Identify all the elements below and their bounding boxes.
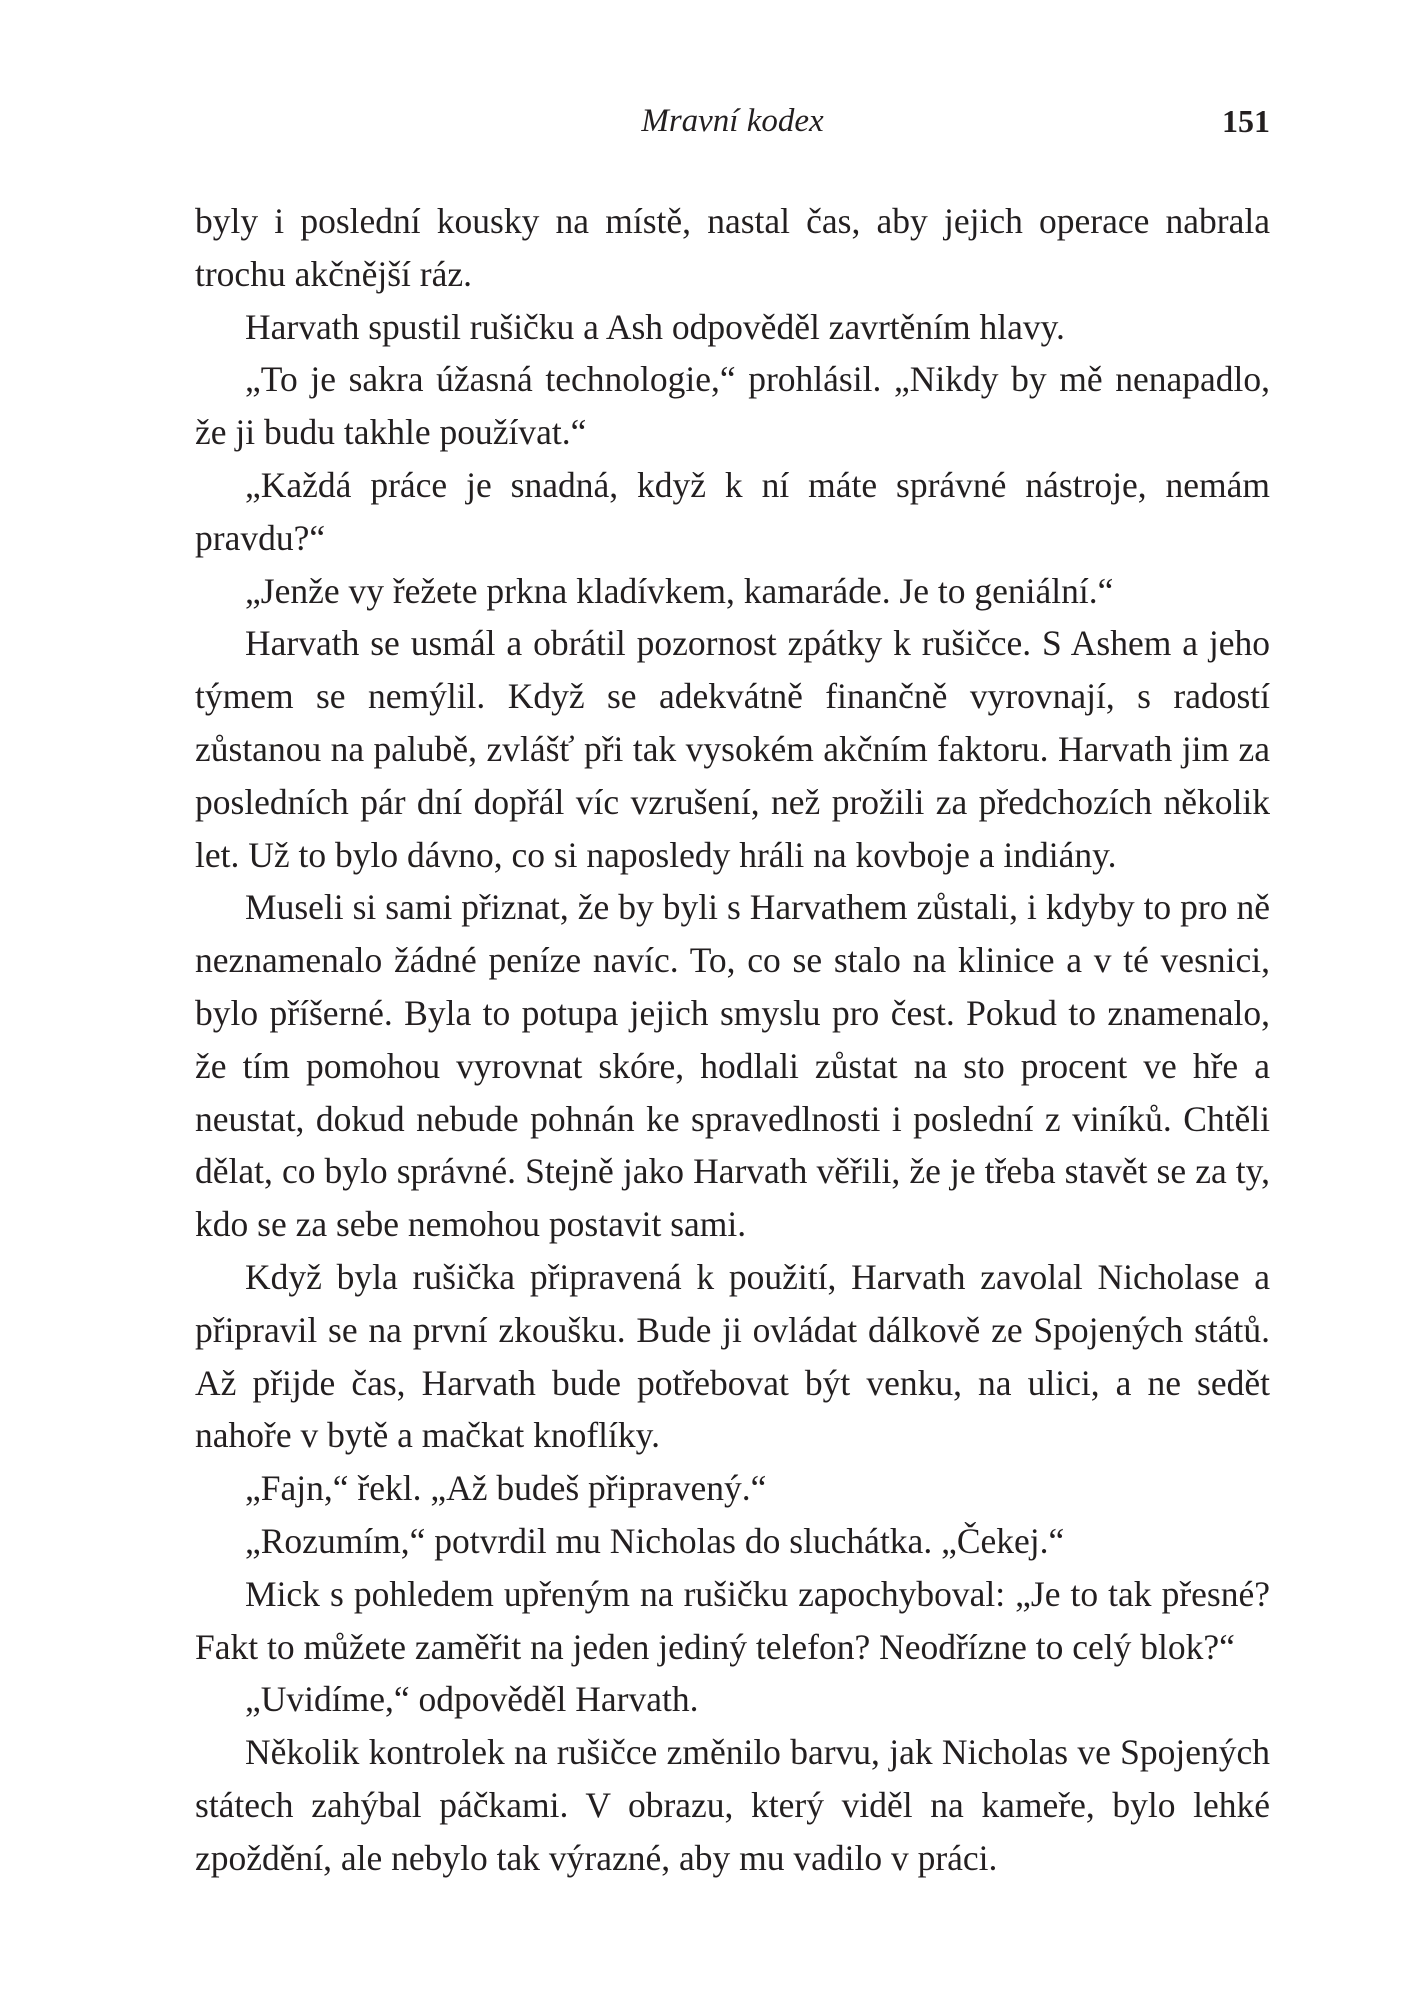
- page-number: 151: [1222, 103, 1270, 139]
- body-text: [195, 195, 1270, 1885]
- paragraph: „Fajn,“ řekl. „Až budeš připravený.“: [245, 1468, 767, 1509]
- running-title: Mravní kodex: [641, 103, 824, 139]
- paragraph: Harvath spustil rušičku a Ash odpověděl zavrtěním hlavy.: [245, 306, 1065, 347]
- paragraph: Když byla rušička připravená k použití, Harvath zavolal Nicholase a připravil se na první zkoušku. Bude ji ovládat dálkově ze Spojených států. Až přijde čas, Harvath bude potřebovat být venku, na ulici, a ne sedět nahoře v bytě a mačkat knoflíky.: [195, 1256, 1270, 1456]
- paragraph: „Jenže vy řežete prkna kladívkem, kamaráde. Je to geniální.“: [245, 570, 1114, 611]
- paragraph: „Každá práce je snadná, když k ní máte správné nástroje, nemám pravdu?“: [195, 464, 1270, 558]
- paragraph: Harvath se usmál a obrátil pozornost zpátky k rušičce. S Ashem a jeho týmem se nemýlil. Když se adekvátně finančně vyrovnají, s radostí zůstanou na palubě, zvlášť při tak vysokém akčním faktoru. Harvath jim za posledních pár dní dopřál víc vzrušení, než prožili za předchozích několik let. Už to bylo dávno, co si naposledy hráli na kovboje a indiány.: [195, 623, 1270, 875]
- paragraph: „Uvidíme,“ odpověděl Harvath.: [245, 1679, 699, 1720]
- paragraph: Několik kontrolek na rušičce změnilo barvu, jak Nicholas ve Spojených státech zahýbal páčkami. V obrazu, který viděl na kameře, bylo lehké zpoždění, ale nebylo tak výrazné, aby mu vadilo v práci.: [195, 1732, 1270, 1878]
- paragraph: Museli si sami přiznat, že by byli s Harvathem zůstali, i kdyby to pro ně neznamenalo žádné peníze navíc. To, co se stalo na klinice a v té vesnici, bylo příšerné. Byla to potupa jejich smyslu pro čest. Pokud to znamenalo, že tím pomohou vyrovnat skóre, hodlali zůstat na sto procent ve hře a neustat, dokud nebude pohnán ke spravedlnosti i poslední z viníků. Chtěli dělat, co bylo správné. Stejně jako Harvath věřili, že je třeba stavět se za ty, kdo se za sebe nemohou postavit sami.: [195, 887, 1270, 1245]
- paragraph: Mick s pohledem upřeným na rušičku zapochyboval: „Je to tak přesné? Fakt to můžete zaměřit na jeden jediný telefon? Neodřízne to celý blok?“: [195, 1573, 1270, 1667]
- paragraph-continued: byly i poslední kousky na místě, nastal čas, aby jejich operace nabrala trochu akčnější ráz.: [195, 201, 1270, 294]
- paragraph: „To je sakra úžasná technologie,“ prohlásil. „Nikdy by mě nenapadlo, že ji budu takhle používat.“: [195, 359, 1270, 453]
- running-header: [195, 96, 1270, 146]
- paragraph: „Rozumím,“ potvrdil mu Nicholas do sluchátka. „Čekej.“: [245, 1520, 1065, 1561]
